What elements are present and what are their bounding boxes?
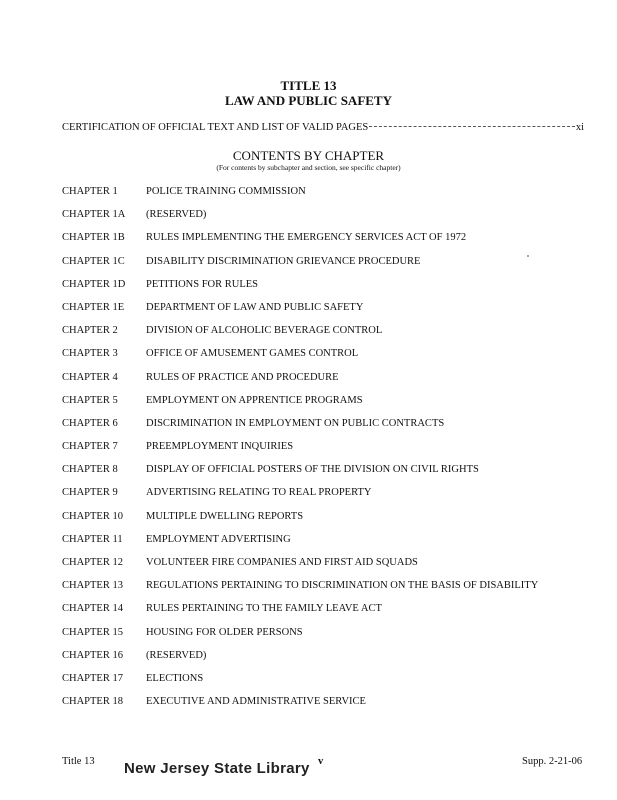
contents-header (0, 148, 617, 173)
chapter-name: DEPARTMENT OF LAW AND PUBLIC SAFETY (146, 301, 364, 313)
certification-page: xi (575, 122, 584, 133)
chapter-number: CHAPTER 1D (62, 278, 126, 290)
certification-line (62, 122, 584, 133)
page-title: TITLE 13 (280, 78, 337, 93)
chapter-number: CHAPTER 1A (62, 209, 126, 221)
chapter-name: REGULATIONS PERTAINING TO DISCRIMINATION ON THE BASIS OF DISABILITY (146, 580, 539, 592)
chapter-number: CHAPTER 11 (62, 533, 123, 545)
chapter-list (62, 185, 582, 718)
contents-heading: CONTENTS BY CHAPTER (232, 148, 385, 163)
chapter-number: CHAPTER 10 (62, 510, 123, 522)
chapter-name: ELECTIONS (146, 672, 204, 684)
chapter-name: DISABILITY DISCRIMINATION GRIEVANCE PROCEDURE (146, 255, 421, 267)
chapter-name: VOLUNTEER FIRE COMPANIES AND FIRST AID SQUADS (146, 557, 418, 568)
chapter-row (62, 672, 582, 695)
chapter-row (62, 602, 582, 625)
chapter-row (62, 278, 582, 301)
chapter-name: MULTIPLE DWELLING REPORTS (146, 510, 304, 522)
chapter-name: RULES PERTAINING TO THE FAMILY LEAVE ACT (146, 603, 382, 615)
chapter-number: CHAPTER 14 (62, 603, 123, 615)
chapter-row (62, 185, 582, 208)
chapter-number: CHAPTER 5 (62, 394, 118, 406)
chapter-name: (RESERVED) (146, 209, 207, 221)
chapter-number: CHAPTER 12 (62, 557, 123, 568)
chapter-row (62, 208, 582, 231)
chapter-name: DISCRIMINATION IN EMPLOYMENT ON PUBLIC CONTRACTS (146, 417, 445, 429)
chapter-row (62, 579, 582, 602)
dot-leader (369, 126, 575, 127)
chapter-row (62, 255, 582, 278)
chapter-number: CHAPTER 1B (62, 232, 125, 244)
chapter-row (62, 510, 582, 533)
chapter-number: CHAPTER 4 (62, 371, 118, 383)
chapter-number: CHAPTER 7 (62, 441, 118, 453)
page-subtitle: LAW AND PUBLIC SAFETY (225, 93, 392, 108)
chapter-row (62, 301, 582, 324)
chapter-row (62, 463, 582, 486)
chapter-number: CHAPTER 2 (62, 325, 118, 337)
chapter-row (62, 324, 582, 347)
chapter-row (62, 649, 582, 672)
chapter-row (62, 486, 582, 509)
chapter-name: PREEMPLOYMENT INQUIRIES (146, 441, 294, 453)
chapter-name: DISPLAY OF OFFICIAL POSTERS OF THE DIVISION ON CIVIL RIGHTS (146, 464, 479, 476)
chapter-name: POLICE TRAINING COMMISSION (146, 186, 306, 197)
chapter-number: CHAPTER 1C (62, 255, 125, 267)
chapter-row (62, 556, 582, 579)
library-watermark: New Jersey State Library (124, 760, 310, 777)
chapter-row (62, 533, 582, 556)
chapter-number: CHAPTER 1E (62, 301, 125, 313)
chapter-row (62, 371, 582, 394)
chapter-number: CHAPTER 17 (62, 672, 123, 684)
chapter-number: CHAPTER 3 (62, 348, 118, 360)
chapter-name: PETITIONS FOR RULES (146, 278, 259, 290)
chapter-number: CHAPTER 1 (62, 186, 118, 197)
chapter-name: EMPLOYMENT ON APPRENTICE PROGRAMS (146, 394, 363, 406)
chapter-name: EMPLOYMENT ADVERTISING (146, 533, 291, 545)
chapter-number: CHAPTER 8 (62, 464, 118, 476)
chapter-number: CHAPTER 9 (62, 487, 118, 499)
scan-speck (527, 255, 529, 257)
certification-label: CERTIFICATION OF OFFICIAL TEXT AND LIST OF VALID PAGES (62, 122, 369, 133)
chapter-row (62, 626, 582, 649)
chapter-row (62, 695, 582, 718)
chapter-number: CHAPTER 16 (62, 649, 123, 661)
contents-note: (For contents by subchapter and section, see specific chapter) (216, 163, 401, 172)
chapter-name: EXECUTIVE AND ADMINISTRATIVE SERVICE (146, 696, 366, 708)
chapter-name: RULES IMPLEMENTING THE EMERGENCY SERVICES ACT OF 1972 (146, 232, 467, 244)
chapter-row (62, 394, 582, 417)
chapter-number: CHAPTER 15 (62, 626, 123, 638)
chapter-name: RULES OF PRACTICE AND PROCEDURE (146, 371, 339, 383)
footer-page-number: v (318, 756, 324, 767)
chapter-number: CHAPTER 13 (62, 580, 123, 592)
chapter-number: CHAPTER 6 (62, 417, 118, 429)
footer-title: Title 13 (62, 756, 95, 767)
chapter-number: CHAPTER 18 (62, 696, 123, 708)
footer-supplement-date: Supp. 2-21-06 (522, 756, 583, 767)
chapter-row (62, 440, 582, 463)
chapter-name: OFFICE OF AMUSEMENT GAMES CONTROL (146, 348, 359, 360)
chapter-name: HOUSING FOR OLDER PERSONS (146, 626, 303, 638)
chapter-name: DIVISION OF ALCOHOLIC BEVERAGE CONTROL (146, 325, 383, 337)
chapter-row (62, 347, 582, 370)
chapter-row (62, 417, 582, 440)
chapter-row (62, 231, 582, 254)
chapter-name: ADVERTISING RELATING TO REAL PROPERTY (146, 487, 372, 499)
chapter-name: (RESERVED) (146, 649, 207, 661)
title-block (0, 78, 617, 108)
